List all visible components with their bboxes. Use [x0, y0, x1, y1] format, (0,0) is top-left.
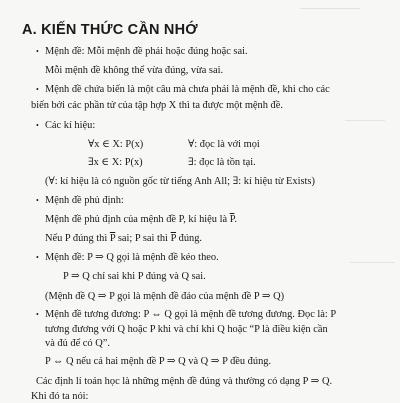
- line-chua-bien-2: biến bởi các phần tử của tập hợp X thì ta được một mệnh đề.: [31, 100, 283, 111]
- bullet-4: •: [36, 196, 39, 205]
- line-khong-the: Mỗi mệnh đề không thể vừa đúng, vừa sai.: [45, 65, 224, 76]
- line-chua-bien-1: Mệnh đề chứa biến là một câu mà chưa phải là mệnh đề, khi cho các: [45, 84, 330, 95]
- line-tuong-duong-1: Mệnh đề tương đương: P ⇔ Q gọi là mệnh đề tương đương. Đọc là: P: [45, 309, 337, 320]
- line-nguon-goc: (∀: kí hiệu là có nguồn gốc từ tiếng Anh All; ∃: kí hiệu từ Exists): [45, 176, 315, 187]
- formula-forall: ∀x ∈ X: P(x): [88, 139, 144, 150]
- rule-part-2: sai; P sai thì: [117, 233, 169, 244]
- bleed-through-mark: [300, 8, 360, 9]
- line-phu-dinh-rule: [45, 232, 202, 245]
- period: .: [234, 214, 237, 225]
- line-phu-dinh-title: Mệnh đề phủ định:: [45, 195, 124, 206]
- line-dinh-li: Các định lí toán học là những mệnh đề đúng và thường có dạng P ⇒ Q.: [36, 376, 333, 387]
- line-phu-dinh-def: [45, 213, 237, 226]
- rule-part-1: Nếu P đúng thì: [45, 233, 108, 244]
- bleed-through-mark: [350, 262, 395, 263]
- section-heading: A. KIẾN THỨC CẦN NHỚ: [22, 22, 198, 38]
- bullet-1: •: [36, 47, 39, 56]
- phu-dinh-def-text: Mệnh đề phủ định của mệnh đề P, kí hiệu là: [45, 214, 228, 225]
- line-menh-de: Mệnh đề: Mỗi mệnh đề phải hoặc đúng hoặc sai.: [45, 46, 248, 57]
- bleed-through-mark: [345, 120, 385, 121]
- bullet-2: •: [36, 85, 39, 94]
- p-bar-symbol: $\overline{P}$: [109, 233, 116, 244]
- p-bar-symbol: $\overline{P}$: [170, 233, 177, 244]
- line-tuong-duong-3: và đủ để có Q”.: [45, 338, 110, 349]
- line-menh-de-dao: (Mệnh đề Q ⇒ P gọi là mệnh đề đảo của mệnh đề P ⇒ Q): [45, 291, 285, 302]
- line-khi-do: Khi đó ta nói:: [31, 391, 89, 402]
- p-bar-symbol: $\overline{P}$: [229, 214, 235, 225]
- line-ki-hieu: Các kí hiệu:: [45, 120, 96, 131]
- line-keo-theo: Mệnh đề: P ⇒ Q gọi là mệnh đề kéo theo.: [45, 252, 219, 263]
- line-tuong-duong-2: tương đương với Q hoặc P khi và chỉ khi Q hoặc “P là điều kiện cần: [45, 324, 328, 335]
- rule-part-3: đúng.: [178, 233, 203, 244]
- desc-exists: ∃: đọc là tồn tại.: [188, 157, 256, 168]
- bullet-3: •: [36, 121, 39, 130]
- line-tuong-duong-4: P ⇔ Q nếu cả hai mệnh đề P ⇒ Q và Q ⇒ P đều đúng.: [45, 356, 272, 367]
- bullet-6: •: [36, 310, 39, 319]
- bullet-5: •: [36, 253, 39, 262]
- formula-exists: ∃x ∈ X: P(x): [88, 157, 143, 168]
- desc-forall: ∀: đọc là với mọi: [188, 139, 260, 150]
- line-keo-theo-sai: P ⇒ Q chỉ sai khi P đúng và Q sai.: [63, 271, 206, 282]
